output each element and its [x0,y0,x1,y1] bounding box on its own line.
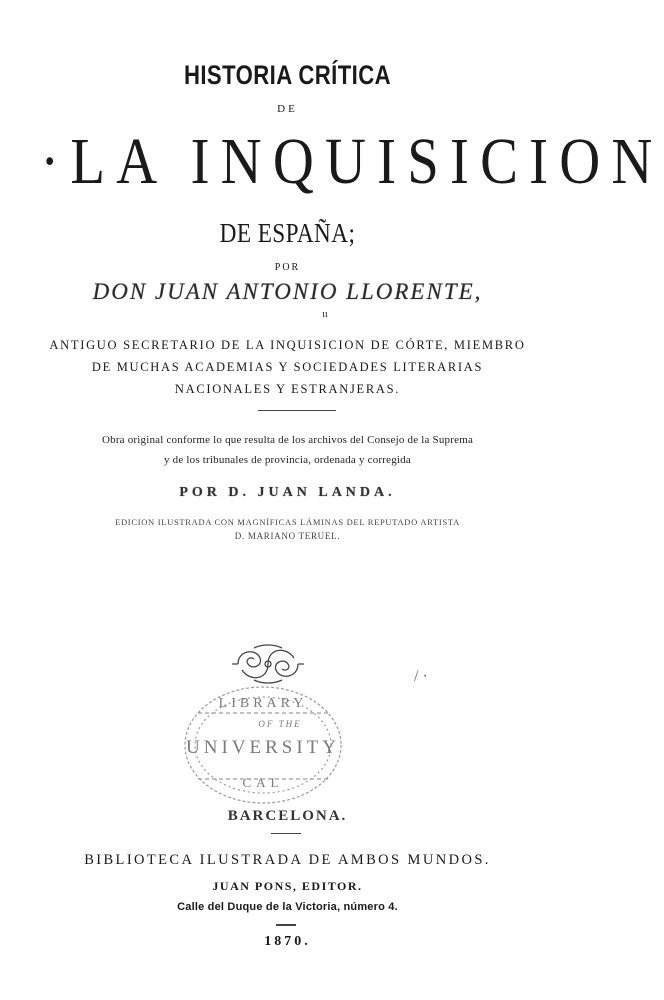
imprint-address: Calle del Duque de la Victoria, número 4. [177,901,398,913]
printer-mark: ιι [322,309,328,320]
title-de: DE [277,103,298,115]
stamp-middle-text: OF THE [258,719,302,729]
title-line-historia: HISTORIA CRÍTICA [183,60,392,90]
imprint-year: 1870. [264,934,311,949]
author-name: DON JUAN ANTONIO LLORENTE, [92,279,483,304]
imprint-library: BIBLIOTECA ILUSTRADA DE AMBOS MUNDOS. [84,852,491,868]
edition-line-1: EDICION ILUSTRADA CON MAGNÍFICAS LÁMINAS DEL REPUTADO ARTISTA [115,517,460,527]
editor-name: POR D. JUAN LANDA. [179,485,396,500]
imprint-city: BARCELONA. [227,808,348,824]
author-description-line-2: DE MUCHAS ACADEMIAS Y SOCIEDADES LITERARIAS [91,360,484,374]
stamp-main-text: UNIVERSITY [186,737,340,758]
printers-ornament-icon [228,640,308,688]
imprint-rule-2 [276,924,296,926]
main-title: ·LA INQUISICION [40,125,664,198]
byline-por: POR [274,262,301,273]
library-stamp-icon [180,683,346,808]
stamp-top-text: LIBRARY [218,696,308,711]
stamp-bottom-text: CAL [242,775,284,790]
note-line-2: y de los tribunales de provincia, ordenada y corregida [164,454,411,466]
divider-rule [258,410,336,411]
ink-mark-icon: / · [414,668,428,685]
author-description-line-3: NACIONALES Y ESTRANJERAS. [174,382,401,396]
edition-line-2: D. MARIANO TERUEL. [234,531,341,541]
note-line-1: Obra original conforme lo que resulta de los archivos del Consejo de la Suprema [101,434,474,446]
imprint-rule-1 [271,833,301,834]
title-country: DE ESPAÑA; [219,218,356,248]
author-description-line-1: ANTIGUO SECRETARIO DE LA INQUISICION DE CÓRTE, MIEMBRO [49,338,526,352]
imprint-publisher: JUAN PONS, EDITOR. [212,879,363,893]
